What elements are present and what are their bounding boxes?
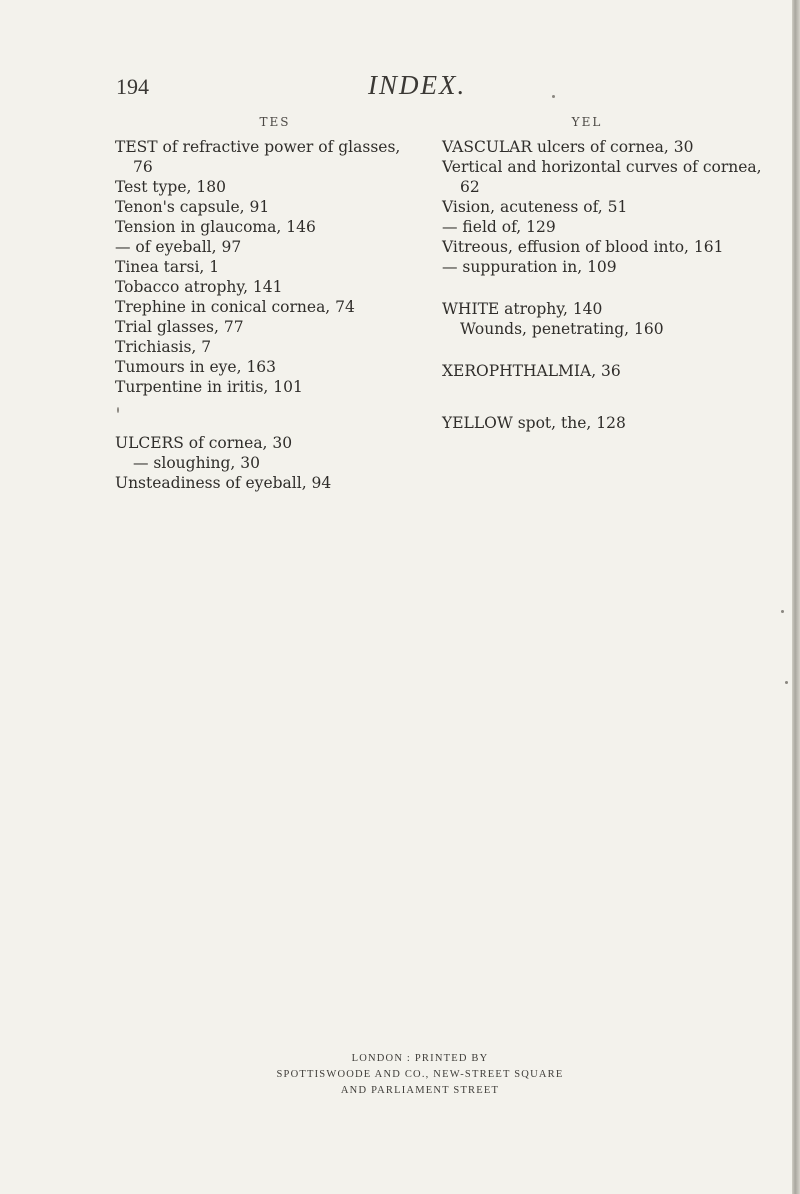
index-entry: Tinea tarsi, 1 [115,258,220,276]
index-entry: XEROPHTHALMIA, 36 [442,362,621,380]
index-entry: YELLOW spot, the, 128 [442,414,626,432]
index-entry: WHITE atrophy, 140 [442,300,603,318]
paper-speck [117,407,119,413]
index-entry: — sloughing, 30 [133,454,260,472]
index-section-y [442,413,772,433]
page-header [0,64,792,100]
index-entry: Unsteadiness of eyeball, 94 [115,474,332,492]
imprint-line: SPOTTISWOODE AND CO., NEW-STREET SQUARE [276,1069,564,1080]
index-entry: Tumours in eye, 163 [115,358,277,376]
index-section-v [442,137,772,277]
index-column-left [115,115,415,493]
index-entry: Trichiasis, 7 [115,338,212,356]
index-entry: — suppuration in, 109 [442,258,617,276]
column-catchword-left: TES [259,115,291,129]
page-edge-shadow [792,0,800,1194]
paper-speck [552,95,555,98]
page-number: 194 [116,74,149,99]
index-entry: TEST of refractive power of glasses, 76 [115,138,401,176]
paper-speck [785,681,788,684]
running-title: INDEX. [368,70,467,100]
index-entry: Tension in glaucoma, 146 [115,218,316,236]
index-entry: Vision, acuteness of, 51 [442,198,628,216]
paper-speck [781,610,784,613]
index-entry: Vitreous, effusion of blood into, 161 [442,238,724,256]
index-entry: Test type, 180 [115,178,226,196]
index-entry: Wounds, penetrating, 160 [460,320,664,338]
imprint-line: LONDON : PRINTED BY [351,1053,489,1064]
index-entry: Vertical and horizontal curves of cornea, 62 [442,158,762,196]
index-entry: Turpentine in iritis, 101 [115,378,303,396]
imprint-line: AND PARLIAMENT STREET [340,1085,500,1096]
index-entry: — field of, 129 [442,218,556,236]
column-catchword-right: YEL [571,115,603,129]
index-entry: Trephine in conical cornea, 74 [115,298,355,316]
index-entry: VASCULAR ulcers of cornea, 30 [442,138,694,156]
printer-imprint [220,1051,620,1099]
index-entry: Tobacco atrophy, 141 [115,278,283,296]
index-section-u [115,433,415,493]
index-section-w [442,299,772,339]
index-section-x [442,361,772,381]
index-entry: — of eyeball, 97 [115,238,242,256]
index-entry: Trial glasses, 77 [115,318,244,336]
index-section-t [115,137,415,397]
index-column-right [442,115,772,433]
index-entry: Tenon's capsule, 91 [115,198,270,216]
index-entry: ULCERS of cornea, 30 [115,434,293,452]
